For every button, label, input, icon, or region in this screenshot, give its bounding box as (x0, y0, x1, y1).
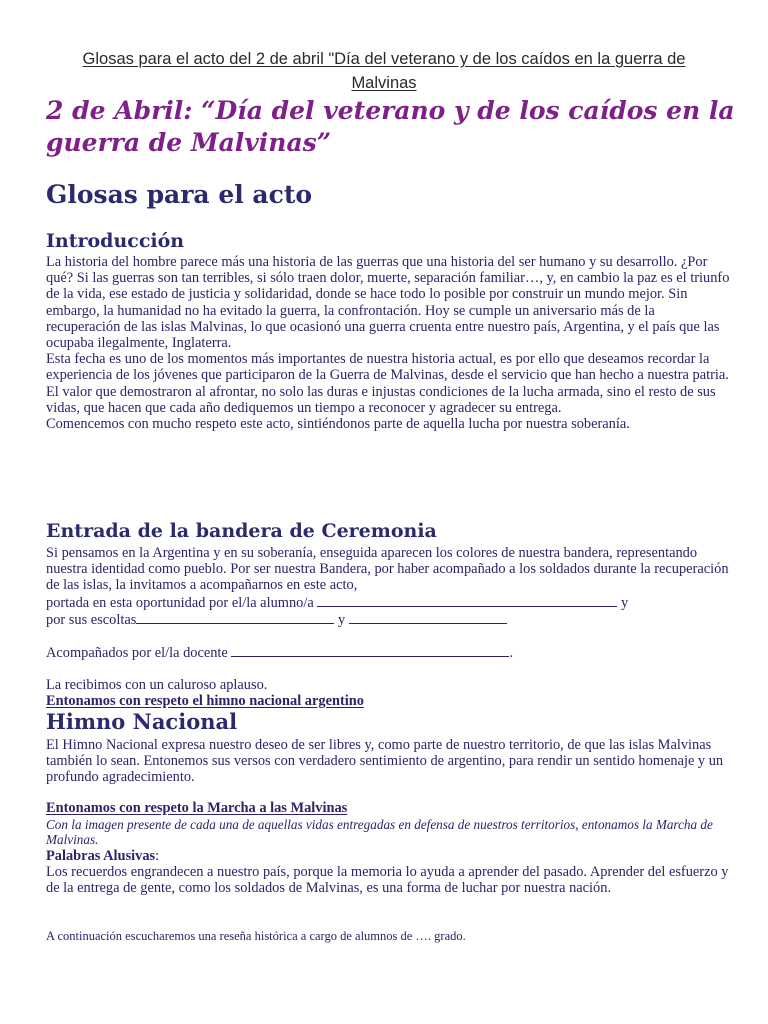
accompanied-label: Acompañados por el/la docente (46, 645, 228, 661)
introduction-paragraph: La historia del hombre parece más una historia de las guerras que una historia del ser humano y su desarrollo. ¿Por qué? Si las guerras son tan terribles, si sólo traen dolor, muerte, separación familiar…, y, en cambio la paz es el triunfo de la vida, ese estado de justicia y solidaridad, donde se hace todo lo posible por construir un mundo mejor. Sin embargo, la humanidad no ha evitado la guerra, la confrontación. Hoy se cumple un aniversario más de la recuperación de las islas Malvinas, lo que ocasionó una guerra cruenta entre nuestro país, Argentina, y el país que las ocupaba ilegalmente, Inglaterra. (46, 254, 730, 352)
allusive-label: Palabras Alusivas (46, 848, 156, 864)
accompanied-end: . (509, 645, 514, 661)
subheading: Glosas para el acto (46, 180, 313, 209)
anthem-heading: Himno Nacional (46, 709, 238, 734)
accompanied-line (46, 644, 730, 661)
main-heading: 2 de Abril: “Día del veterano y de los caídos en la guerra de Malvinas” (46, 96, 735, 157)
carried-by-and: y (620, 594, 629, 611)
escorts-line (46, 611, 730, 628)
carried-by-line (46, 594, 730, 611)
allusive-words-label (46, 848, 159, 864)
teacher-name-blank[interactable] (231, 644, 509, 657)
student-name-blank[interactable] (317, 594, 617, 607)
escort-one-blank[interactable] (136, 611, 334, 624)
march-title[interactable]: Entonamos con respeto la Marcha a las Malvinas (46, 800, 348, 816)
document-title[interactable]: Glosas para el acto del 2 de abril "Día del veterano y de los caídos en la guerra de Malvinas (82, 50, 686, 92)
closing-note: A continuación escucharemos una reseña histórica a cargo de alumnos de …. grado. (46, 929, 466, 943)
carried-by-label: portada en esta oportunidad por el/la alumno/a (46, 594, 314, 611)
anthem-text: El Himno Nacional expresa nuestro deseo de ser libres y, como parte de nuestro territorio, de que las islas Malvinas también lo sean. Entonemos sus versos con verdadero sentimiento de argentino, para rendir un sentido homenaje y un profundo agradecimiento. (46, 737, 724, 786)
applause-line: La recibimos con un caluroso aplauso. (46, 677, 268, 693)
escort-two-blank[interactable] (349, 611, 507, 624)
flag-entry-body (46, 545, 730, 628)
introduction-paragraph: Comencemos con mucho respeto este acto, sintiéndonos parte de aquella lucha por nuestra soberanía. (46, 416, 630, 433)
escorts-and: y (337, 611, 346, 628)
flag-entry-text: Si pensamos en la Argentina y en su soberanía, enseguida aparecen los colores de nuestra bandera, representando nuestra identidad como pueblo. Por ser nuestra Bandera, por haber acompañado a los soldados durante la recuperación de las islas, la invitamos a acompañarnos en este acto, (46, 545, 729, 594)
flag-entry-heading: Entrada de la bandera de Ceremonia (46, 520, 437, 542)
introduction-paragraph: El valor que demostraron al afrontar, no solo las duras e injustas condiciones de la lucha armada, sino el resto de sus vidas, que hacen que cada año dediquemos un tiempo a reconocer y agradecer su entrega. (46, 383, 716, 416)
escorts-label: por sus escoltas (46, 611, 137, 628)
allusive-colon: : (155, 848, 160, 864)
flag-entry-paragraph (46, 545, 730, 594)
anthem-line[interactable]: Entonamos con respeto el himno nacional argentino (46, 693, 364, 709)
introduction-paragraph: Esta fecha es uno de los momentos más importantes de nuestra historia actual, es por ello que deseamos recordar la experiencia de los jóvenes que participaron de la Guerra de Malvinas, desde el servicio que han hecho a nuestra patria. (46, 351, 729, 384)
introduction-body (46, 254, 730, 432)
introduction-heading: Introducción (46, 230, 185, 252)
allusive-text: Los recuerdos engrandecen a nuestro país, porque la memoria lo ayuda a aprender del pasado. Aprender del esfuerzo y de la entrega de gente, como los soldados de Malvinas, es una forma de luchar por nuestra nación. (46, 864, 729, 897)
march-text: Con la imagen presente de cada una de aquellas vidas entregadas en defensa de nuestros territorios, entonamos la Marcha de Malvinas. (46, 817, 713, 847)
